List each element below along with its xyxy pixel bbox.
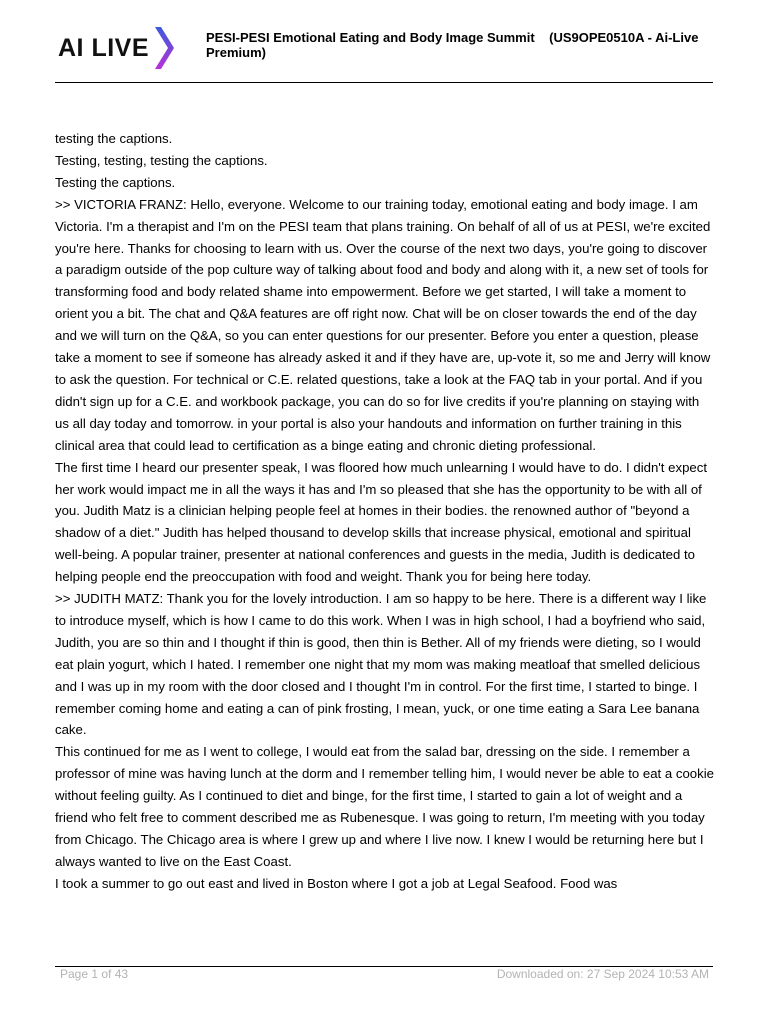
transcript-paragraph: >> VICTORIA FRANZ: Hello, everyone. Welcome to our training today, emotional eating and body image. I am Victoria. I'm a therapist and I'm on the PESI team that plans training. On behalf of all of us at PESI, we're excited you're here. Thanks for choosing to learn with us. Over the course of the next two days, you're going to discover a paradigm outside of the pop culture way of talking about food and body and along with it, a new set of tools for transforming food and body related shame into empowerment. Before we get started, I will take a moment to orient you a bit. The chat and Q&A features are off right now. Chat will be on closer towards the end of the day and we will turn on the Q&A, so you can enter questions for our presenter. Before you enter a question, please take a moment to see if someone has already asked it and if they have are, up-vote it, so me and Jerry will know to ask the question. For technical or C.E. related questions, take a look at the FAQ tab in your portal. And if you didn't sign up for a C.E. and workbook package, you can do so for live credits if you're planning on staying with us all day today and tomorrow. in your portal is also your handouts and information on further training in this clinical area that could lead to certification as a binge eating and chronic dieting professional. [55,196,711,453]
transcript-paragraph: I took a summer to go out east and lived in Boston where I got a job at Legal Seafood. Food was [55,875,618,891]
ai-live-logo [58,25,176,71]
transcript-paragraph: >> JUDITH MATZ: Thank you for the lovely introduction. I am so happy to be here. There is a different way I like to introduce myself, which is how I came to do this work. When I was in high school, I had a boyfriend who said, Judith, you are so thin and I thought if thin is good, then thin is Bether. All of my friends were dieting, so I would eat plain yogurt, which I hated. I remember one night that my mom was making meatloaf that smelled delicious and I was up in my room with the door closed and I thought I'm in control. For the first time, I started to binge. I remember coming home and eating a can of pink frosting, I mean, yuck, or one time eating a Sara Lee banana cake. [55,591,707,738]
transcript-paragraph: The first time I heard our presenter speak, I was floored how much unlearning I would have to do. I didn't expect her work would impact me in all the ways it has and I'm so pleased that she has the opportunity to be with all of you. Judith Matz is a clinician helping people feel at homes in their bodies. the renowned author of "beyond a shadow of a diet." Judith has helped thousand to develop skills that increase physical, emotional and spiritual well-being. A popular trainer, presenter at national conferences and guests in the media, Judith is dedicated to helping people end the preoccupation with food and weight. Thank you for being here today. [55,459,707,585]
page-header [55,22,713,83]
document-title: PESI-PESI Emotional Eating and Body Image Summit (US9OPE0510A - Ai-Live Premium) [206,30,703,60]
transcript-paragraph: This continued for me as I went to college, I would eat from the salad bar, dressing on the side. I remember a professor of mine was having lunch at the dorm and I remember telling him, I would never be able to eat a cookie without feeling guilty. As I continued to diet and binge, for the first time, I started to gain a lot of weight and a friend who felt free to comment described me as Rubenesque. I was going to return, I'm meeting with you today from Chicago. The Chicago area is where I grew up and where I live now. I knew I would be returning here but I always wanted to live on the East Coast. [55,744,714,869]
transcript-line: Testing the captions. [55,174,176,190]
page-number: Page 1 of 43 [60,967,129,981]
page-footer [55,966,713,987]
transcript-line: testing the captions. [55,131,173,146]
transcript-body [55,128,715,895]
transcript-line: Testing, testing, testing the captions. [55,152,268,168]
chevron-right-icon [150,25,176,71]
logo-text: AI LIVE [58,33,150,62]
download-timestamp: Downloaded on: 27 Sep 2024 10:53 AM [496,967,709,981]
